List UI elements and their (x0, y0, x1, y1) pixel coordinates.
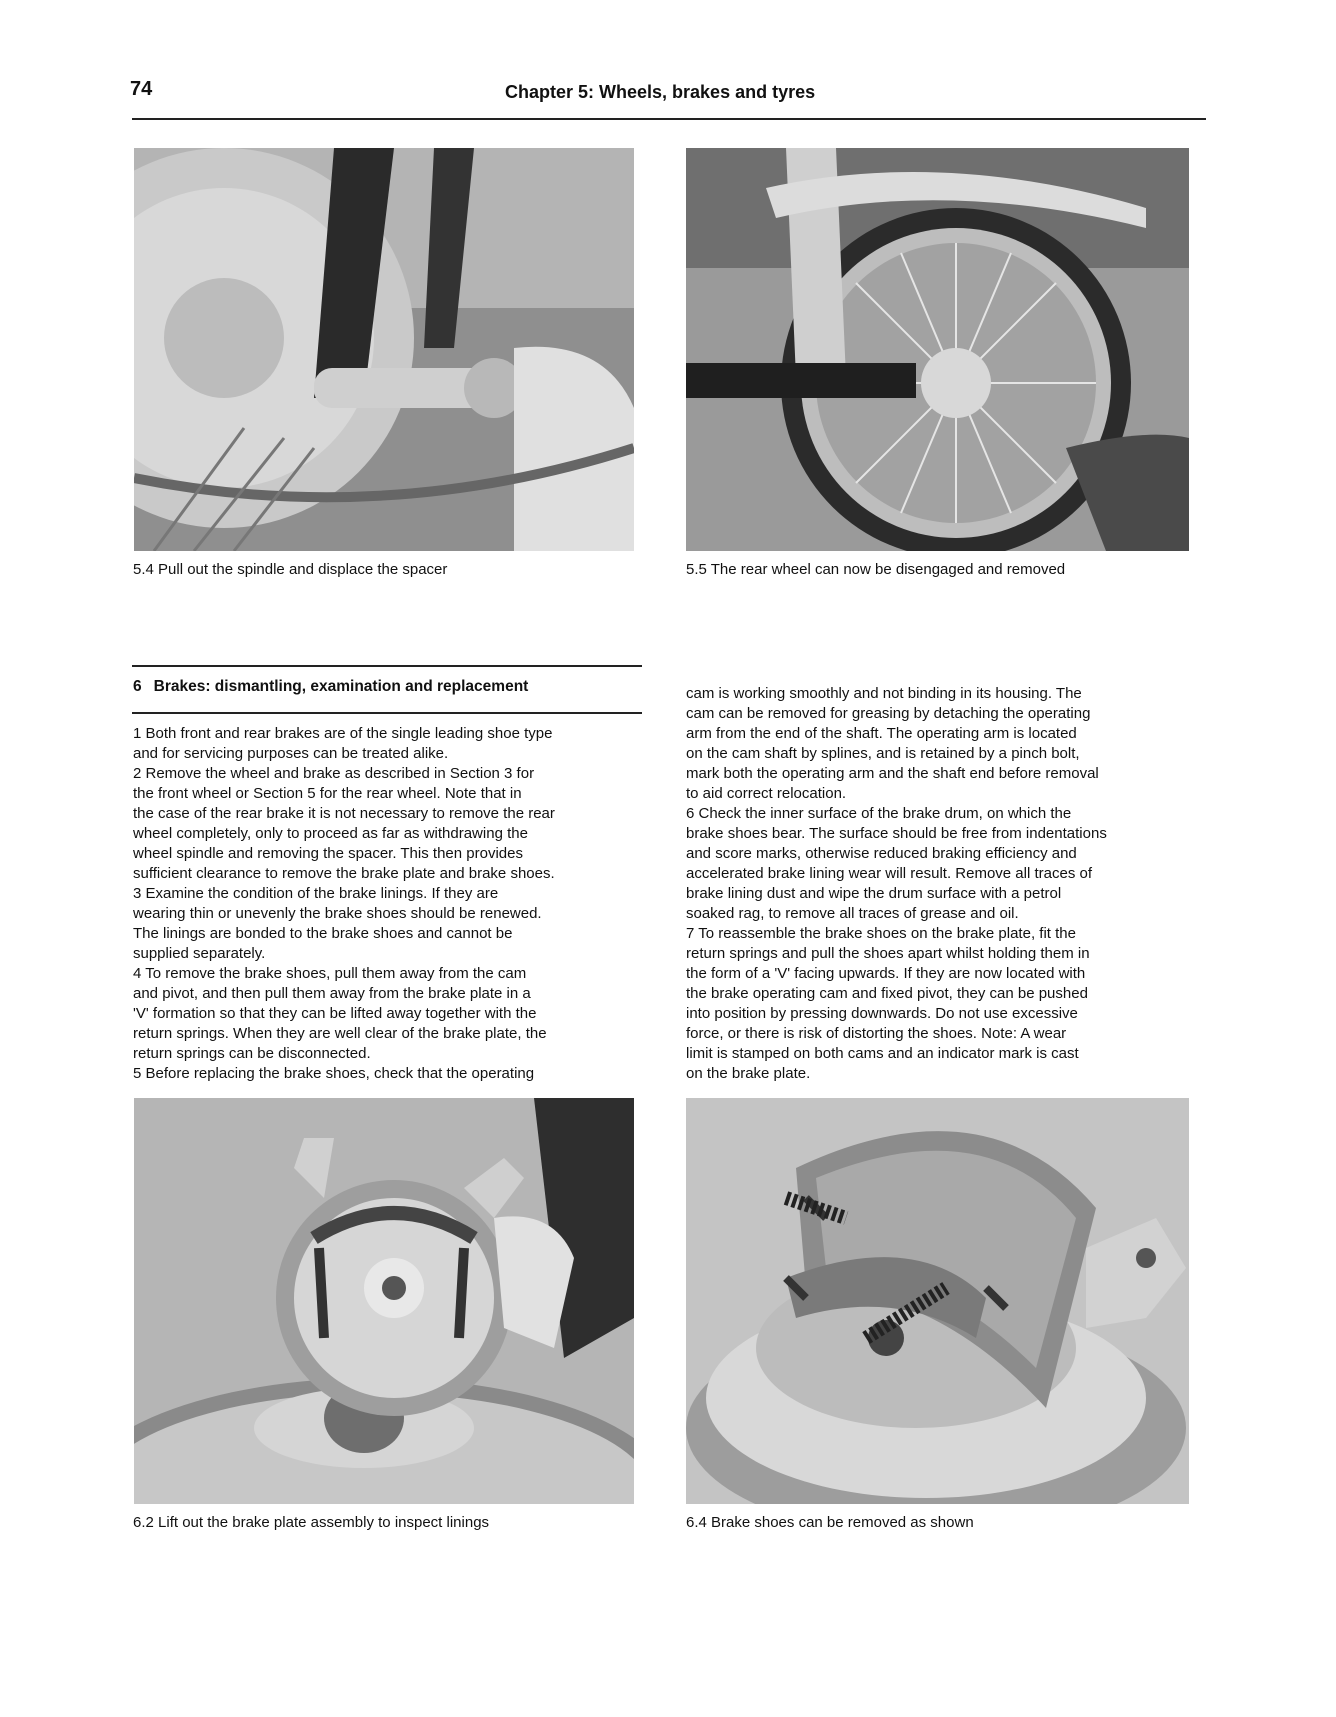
text-line: mark both the operating arm and the shaft end before removal (686, 765, 1099, 782)
figure-caption-6-4: 6.4 Brake shoes can be removed as shown (686, 1514, 974, 1531)
text-line: limit is stamped on both cams and an indicator mark is cast (686, 1045, 1079, 1062)
text-line: 3 Examine the condition of the brake linings. If they are (133, 885, 499, 902)
text-line: cam is working smoothly and not binding in its housing. The (686, 685, 1082, 702)
text-line: 2 Remove the wheel and brake as described in Section 3 for (133, 765, 535, 782)
text-line: the case of the rear brake it is not necessary to remove the rear (133, 805, 555, 822)
text-line: and score marks, otherwise reduced braking efficiency and (686, 845, 1077, 862)
text-line: the form of a 'V' facing upwards. If they are now located with (686, 965, 1086, 982)
text-line: on the brake plate. (686, 1065, 811, 1082)
text-line: 5 Before replacing the brake shoes, check that the operating (133, 1065, 535, 1082)
text-line: return springs. When they are well clear of the brake plate, the (133, 1025, 547, 1042)
text-line: the front wheel or Section 5 for the rear wheel. Note that in (133, 785, 522, 802)
text-line: 'V' formation so that they can be lifted away together with the (133, 1005, 537, 1022)
text-line: force, or there is risk of distorting the shoes. Note: A wear (686, 1025, 1067, 1042)
text-line: brake shoes bear. The surface should be free from indentations (686, 825, 1107, 842)
text-line: return springs can be disconnected. (133, 1045, 371, 1062)
text-line: supplied separately. (133, 945, 266, 962)
text-line: 4 To remove the brake shoes, pull them away from the cam (133, 965, 527, 982)
section-number: 6 (133, 678, 142, 695)
text-line: 1 Both front and rear brakes are of the single leading shoe type (133, 725, 553, 742)
left-text-column (133, 724, 555, 1084)
chapter-title: Chapter 5: Wheels, brakes and tyres (505, 82, 816, 102)
photo-brake-plate-assembly (134, 1098, 634, 1504)
page-number: 74 (130, 78, 153, 100)
text-line: and pivot, and then pull them away from the brake plate in a (133, 985, 531, 1002)
figure-caption-5-4: 5.4 Pull out the spindle and displace the spacer (133, 561, 448, 578)
text-line: brake lining dust and wipe the drum surface with a petrol (686, 885, 1062, 902)
text-line: the brake operating cam and fixed pivot, they can be pushed (686, 985, 1088, 1002)
text-line: wearing thin or unevenly the brake shoes should be renewed. (133, 905, 542, 922)
photo-rear-wheel-removal (686, 148, 1189, 551)
header-rule (132, 118, 1206, 120)
section-rule-bottom (132, 712, 642, 714)
section-rule-top (132, 665, 642, 667)
photo-brake-shoes-removal (686, 1098, 1189, 1504)
text-line: cam can be removed for greasing by detaching the operating (686, 705, 1091, 722)
text-line: sufficient clearance to remove the brake plate and brake shoes. (133, 865, 555, 882)
text-line: arm from the end of the shaft. The operating arm is located (686, 725, 1077, 742)
photo-spindle-removal (134, 148, 634, 551)
text-line: and for servicing purposes can be treated alike. (133, 745, 449, 762)
section-heading (133, 678, 528, 696)
text-line: 7 To reassemble the brake shoes on the brake plate, fit the (686, 925, 1076, 942)
text-line: soaked rag, to remove all traces of grease and oil. (686, 905, 1019, 922)
figure-caption-5-5: 5.5 The rear wheel can now be disengaged and removed (686, 561, 1066, 578)
text-line: The linings are bonded to the brake shoes and cannot be (133, 925, 513, 942)
text-line: wheel completely, only to proceed as far as withdrawing the (133, 825, 528, 842)
text-line: wheel spindle and removing the spacer. This then provides (133, 845, 523, 862)
section-title: Brakes: dismantling, examination and replacement (153, 678, 529, 695)
right-text-column (686, 684, 1107, 1084)
text-line: 6 Check the inner surface of the brake drum, on which the (686, 805, 1072, 822)
text-line: to aid correct relocation. (686, 785, 847, 802)
text-line: on the cam shaft by splines, and is retained by a pinch bolt, (686, 745, 1080, 762)
figure-caption-6-2: 6.2 Lift out the brake plate assembly to inspect linings (133, 1514, 490, 1531)
text-line: into position by pressing downwards. Do not use excessive (686, 1005, 1078, 1022)
text-line: accelerated brake lining wear will result. Remove all traces of (686, 865, 1093, 882)
text-line: return springs and pull the shoes apart whilst holding them in (686, 945, 1090, 962)
